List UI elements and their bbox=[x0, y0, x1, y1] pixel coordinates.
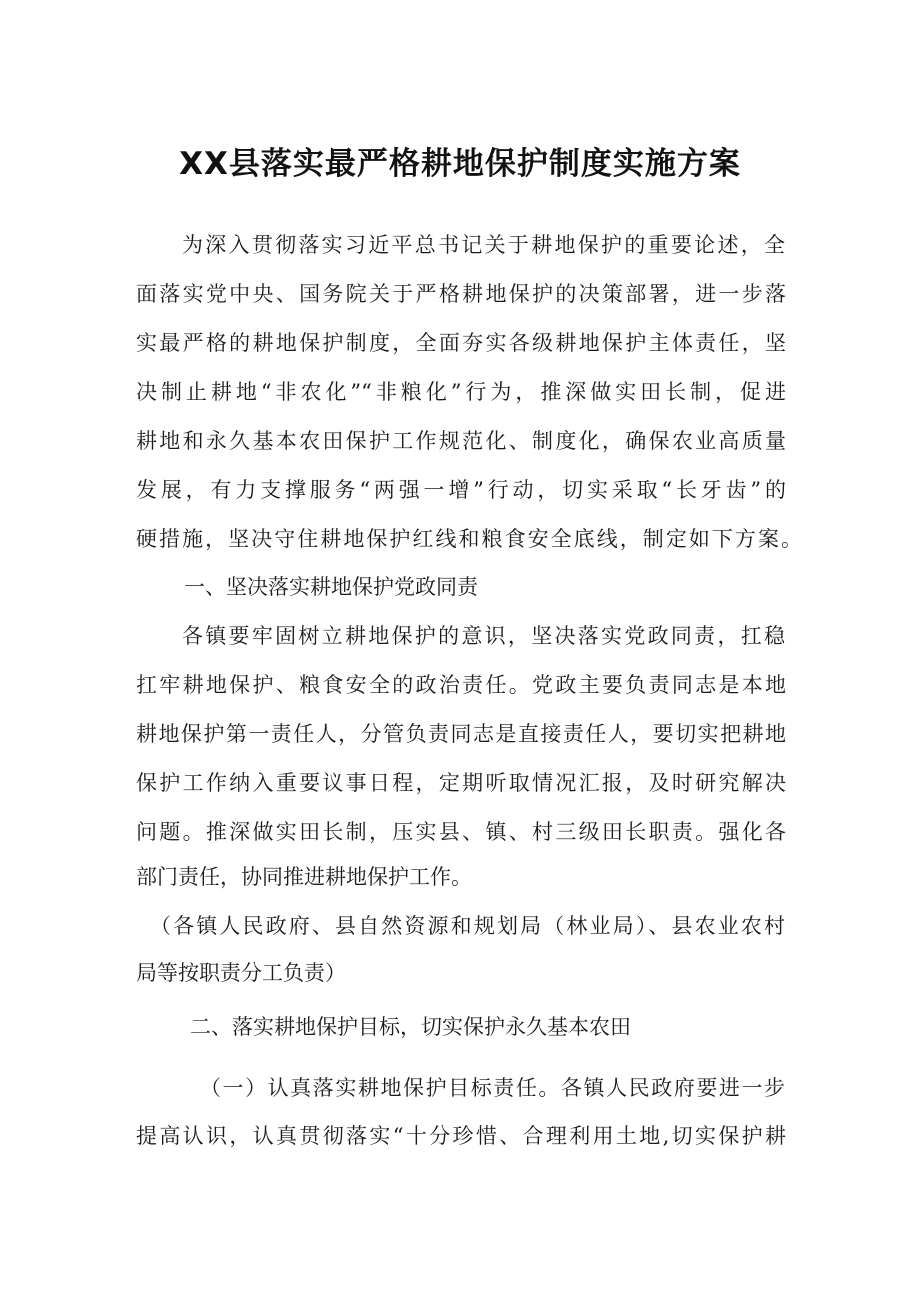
paragraph-line: 发展，有力支撑服务“两强一增”行动，切实采取“长牙齿”的 bbox=[136, 478, 786, 502]
paragraph-line: 保护工作纳入重要议事日程，定期听取情况汇报，及时研究解决 bbox=[136, 771, 786, 795]
paragraph-line: 面落实党中央、国务院关于严格耕地保护的决策部署，进一步落 bbox=[136, 282, 786, 306]
paragraph-line: 扛牢耕地保护、粮食安全的政治责任。党政主要负责同志是本地 bbox=[136, 673, 786, 697]
responsibility-note: （各镇人民政府、县自然资源和规划局（林业局）、县农业农村 bbox=[150, 914, 785, 938]
section-heading-2: 二、落实耕地保护目标，切实保护永久基本农田 bbox=[190, 1015, 631, 1039]
paragraph-line: 部门责任，协同推进耕地保护工作。 bbox=[136, 865, 472, 889]
section-heading-1: 一、坚决落实耕地保护党政同责 bbox=[184, 575, 478, 599]
paragraph-line: 耕地和永久基本农田保护工作规范化、制度化，确保农业高质量 bbox=[136, 429, 786, 453]
paragraph-line: 提高认识，认真贯彻落实“十分珍惜、合理利用土地,切实保护耕 bbox=[136, 1124, 786, 1148]
paragraph-line: 为深入贯彻落实习近平总书记关于耕地保护的重要论述，全 bbox=[182, 233, 785, 257]
responsibility-note: 局等按职责分工负责） bbox=[136, 961, 346, 985]
paragraph-line: （一）认真落实耕地保护目标责任。各镇人民政府要进一步 bbox=[200, 1076, 785, 1100]
paragraph-line: 决制止耕地“非农化”“非粮化”行为，推深做实田长制，促进 bbox=[136, 380, 786, 404]
paragraph-line: 硬措施，坚决守住耕地保护红线和粮食安全底线，制定如下方案。 bbox=[136, 527, 802, 551]
document-title: XX县落实最严格耕地保护制度实施方案 bbox=[179, 146, 741, 182]
paragraph-line: 各镇要牢固树立耕地保护的意识，坚决落实党政同责，扛稳 bbox=[182, 624, 785, 648]
paragraph-line: 耕地保护第一责任人，分管负责同志是直接责任人，要切实把耕地 bbox=[136, 722, 786, 746]
paragraph-line: 实最严格的耕地保护制度，全面夯实各级耕地保护主体责任，坚 bbox=[136, 331, 786, 355]
paragraph-line: 问题。推深做实田长制，压实县、镇、村三级田长职责。强化各 bbox=[136, 820, 786, 844]
